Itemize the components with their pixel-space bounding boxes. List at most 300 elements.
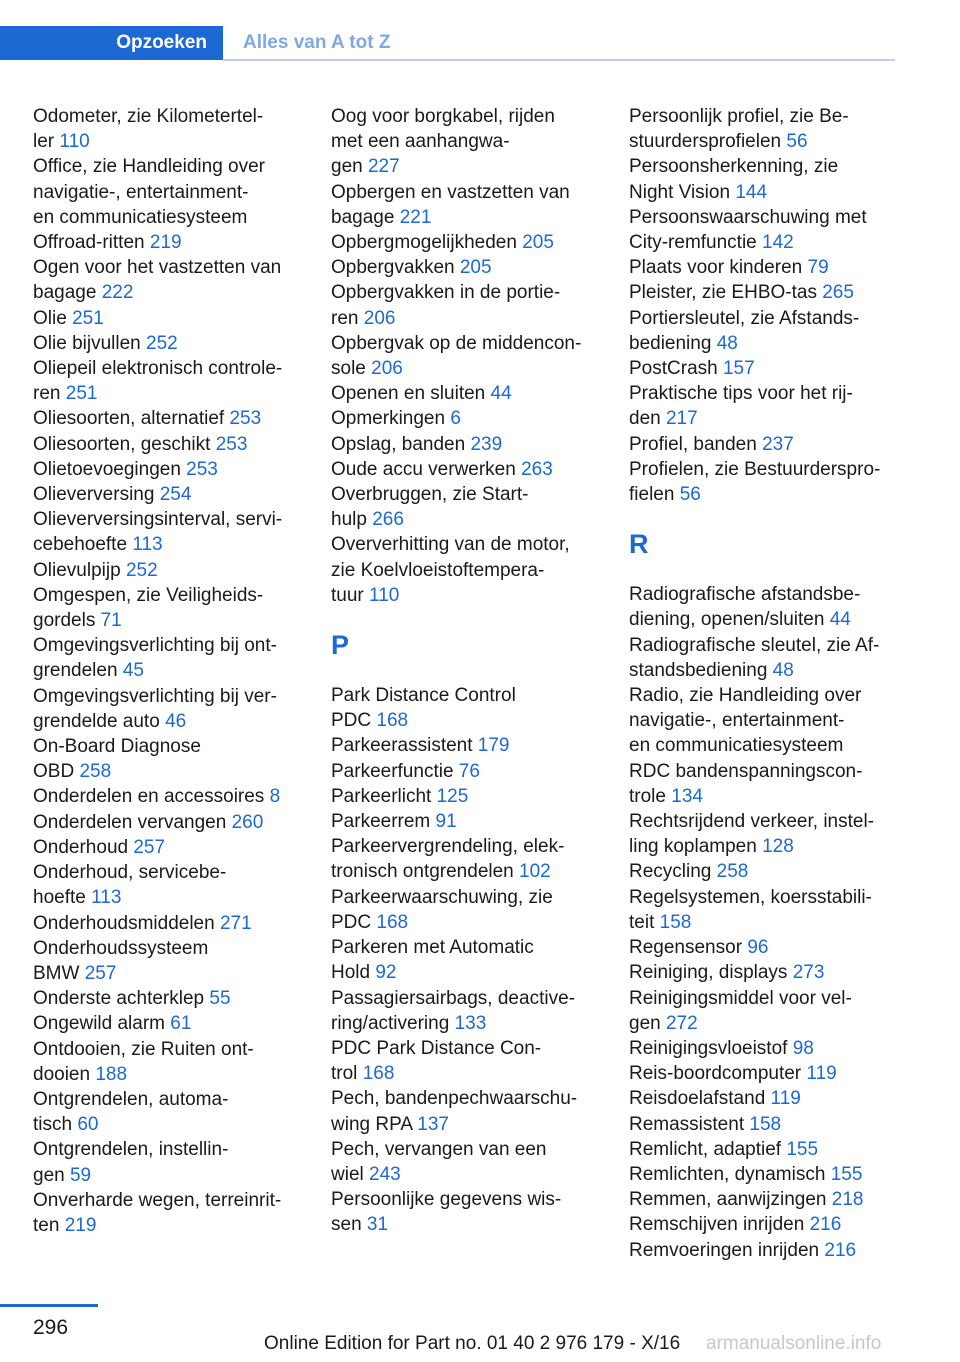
index-term: ler [33,131,55,153]
index-term: Parkeerwaarschuwing, zie [331,886,553,908]
page-link[interactable]: 266 [372,509,404,531]
index-entry-line [629,154,909,179]
page-link[interactable]: 144 [735,181,768,203]
index-term: Oude accu verwerken [331,458,516,480]
index-entry-line [629,180,909,205]
page-link[interactable]: 110 [369,584,400,606]
page-link[interactable]: 205 [522,232,554,254]
index-entry-line [33,936,313,961]
page-link[interactable]: 253 [215,433,248,455]
page-link[interactable]: 45 [122,660,144,682]
index-entry-line [33,381,313,406]
index-term: Pech, bandenpechwaarschu- [331,1088,578,1110]
index-entry-line [331,1162,611,1187]
index-entry-line [33,280,313,305]
page-link[interactable]: 265 [822,282,854,304]
page-link[interactable]: 237 [762,433,794,455]
page-link[interactable]: 102 [519,861,551,883]
index-term: Persoonlijke gegevens wis- [331,1189,562,1211]
page-link[interactable]: 137 [417,1113,449,1135]
index-term: Olieverversing [33,484,155,506]
page-link[interactable]: 257 [133,836,166,858]
tab-opzoeken[interactable]: Opzoeken [0,26,223,60]
page-link[interactable]: 158 [749,1113,782,1135]
page-link[interactable]: 44 [829,609,851,631]
page-link[interactable]: 243 [369,1163,401,1185]
index-entry-line [629,784,909,809]
page-link[interactable]: 142 [762,232,794,254]
page-link[interactable]: 134 [671,785,703,807]
page-link[interactable]: 216 [824,1239,857,1261]
index-term: gen [33,1164,65,1186]
index-term: City-remfunctie [629,232,757,254]
page-link[interactable]: 206 [371,358,403,380]
index-term: Oog voor borgkabel, rijden [331,106,555,127]
index-entry-line [331,1036,611,1061]
tab-alles-van-a-tot-z[interactable]: Alles van A tot Z [243,32,391,53]
index-term: Onverharde wegen, terreinrit- [33,1189,282,1211]
index-entry-line [33,911,313,936]
index-entry-line [629,255,909,280]
index-entry-line [331,255,611,280]
page-link[interactable]: 125 [436,785,469,807]
index-term: Portiersleutel, zie Afstands- [629,307,860,329]
edition-note: Online Edition for Part no. 01 40 2 976 179 - X/16 [264,1333,681,1354]
index-term: Regensensor [629,937,743,959]
index-entry-line [629,1011,909,1036]
index-entry-line [33,255,313,280]
index-entry-line [331,356,611,381]
index-term: Opbergen en vastzetten van [331,181,570,203]
index-term: Plaats voor kinderen [629,257,803,279]
page-link[interactable]: 48 [772,659,794,681]
index-term: Olietoevoegingen [33,458,181,480]
index-term: en communicatiesysteem [33,206,248,228]
index-term: Oliesoorten, geschikt [33,433,211,455]
page-link[interactable]: 92 [375,962,397,984]
page-link[interactable]: 31 [366,1214,389,1236]
index-entry-line [629,960,909,985]
index-term: Openen en sluiten [331,383,486,405]
index-term: Reinigingsvloeistof [629,1037,788,1059]
page-link[interactable]: 252 [125,559,158,581]
page-link[interactable]: 119 [770,1088,801,1110]
index-entry-line [331,859,611,884]
index-entry-line [33,432,313,457]
page-link[interactable]: 260 [231,811,264,833]
index-entry-line [331,532,611,557]
index-entry-line [629,457,909,482]
index-term: teit [629,911,655,933]
page-link[interactable]: 56 [786,131,808,153]
page-link[interactable]: 251 [65,383,98,405]
index-entry-line [331,406,611,431]
page-link[interactable]: 219 [64,1214,97,1236]
index-column-2 [331,104,611,1238]
page-link[interactable]: 55 [209,988,231,1010]
index-term: PostCrash [629,358,718,380]
page-link[interactable]: 188 [95,1063,128,1085]
index-entry-line [629,1036,909,1061]
index-entry-line [629,129,909,154]
page-link[interactable]: 219 [149,232,182,254]
index-entry-line [629,1187,909,1212]
index-term: Praktische tips voor het rij- [629,383,853,405]
index-entry-line [331,280,611,305]
index-term: bagage [331,206,395,228]
page-link[interactable]: 257 [84,962,117,984]
page-link[interactable]: 253 [229,408,262,430]
index-entry-line [629,1162,909,1187]
index-term: Oliepeil elektronisch controle- [33,358,283,380]
page-link[interactable]: 8 [269,786,281,808]
index-entry-line [33,532,313,557]
index-entry-line [331,1011,611,1036]
index-entry-line [629,733,909,758]
index-entry-line [33,633,313,658]
index-entry-line [331,1137,611,1162]
index-entry-line [331,482,611,507]
index-term: Remschijven inrijden [629,1214,805,1236]
index-entry-line [629,406,909,431]
index-entry-line [331,381,611,406]
index-entry-line [331,205,611,230]
index-term: sen [331,1214,362,1236]
page-link[interactable]: 79 [807,257,829,279]
index-entry-line [33,608,313,633]
index-term: den [629,408,661,430]
index-entry-line [33,860,313,885]
index-term: Remlicht, adaptief [629,1138,782,1160]
page-link[interactable]: 168 [376,911,409,933]
index-term: Reis-boordcomputer [629,1063,802,1085]
index-entry-line [33,558,313,583]
index-entry-line [331,507,611,532]
index-entry-line [33,457,313,482]
index-entry-line [629,104,909,129]
index-term: Reinigingsmiddel voor vel- [629,987,852,1009]
page-link[interactable]: 113 [132,534,163,556]
page-link[interactable]: 91 [435,811,457,833]
index-term: Pech, vervangen van een [331,1138,547,1160]
index-entry-line [33,507,313,532]
index-entry-line [629,910,909,935]
index-entry-line [331,306,611,331]
index-term: Radiografische sleutel, zie Af- [629,634,880,656]
page-link[interactable]: 155 [830,1163,863,1185]
index-entry-line [33,306,313,331]
index-term: gen [629,1012,661,1034]
index-term: Remmen, aanwijzingen [629,1189,827,1211]
index-term: Odometer, zie Kilometertel- [33,106,264,127]
index-entry-line [629,1238,909,1263]
index-term: ring/activering [331,1012,450,1034]
page-link[interactable]: 60 [77,1114,99,1136]
index-term: Remassistent [629,1113,745,1135]
index-entry-line [629,331,909,356]
index-term: Overbruggen, zie Start- [331,484,529,506]
index-entry-line [33,406,313,431]
index-entry-line [33,1011,313,1036]
page-link[interactable]: 258 [79,761,112,783]
index-term: gen [331,156,363,178]
watermark: armanualsonline.info [706,1333,882,1354]
index-term: Opbergvak op de middencon- [331,332,582,354]
index-term: Reisdoelafstand [629,1088,766,1110]
index-entry-line [331,558,611,583]
header-divider [223,59,895,61]
page-link[interactable]: 221 [399,206,432,228]
index-entry-line [33,885,313,910]
page-link[interactable]: 254 [159,484,192,506]
index-term: Reiniging, displays [629,962,788,984]
index-term: ren [33,383,61,405]
page-link[interactable]: 258 [716,861,749,883]
page-link[interactable]: 128 [762,836,794,858]
index-entry-line [629,230,909,255]
index-term: fielen [629,484,675,506]
page-link[interactable]: 59 [69,1164,92,1186]
index-entry-line [331,935,611,960]
index-term: Parkeervergrendeling, elek- [331,836,565,858]
index-term: tronisch ontgrendelen [331,861,514,883]
index-entry-line [33,1112,313,1137]
index-term: OBD [33,761,75,783]
index-entry-line [331,583,611,608]
page-link[interactable]: 133 [454,1012,487,1034]
index-entry-line [33,129,313,154]
index-term: Ogen voor het vastzetten van [33,257,282,279]
index-entry-line [33,684,313,709]
index-term: Radio, zie Handleiding over [629,685,862,707]
page-link[interactable]: 46 [165,710,187,732]
index-term: Park Distance Control [331,685,516,707]
index-entry-line [331,1212,611,1237]
index-entry-line [33,1037,313,1062]
page-link[interactable]: 217 [665,408,698,430]
index-entry-line [629,708,909,733]
index-term: Hold [331,962,371,984]
index-term: Remlichten, dynamisch [629,1163,826,1185]
index-entry-line [331,809,611,834]
page-link[interactable]: 48 [716,332,738,354]
page-link[interactable]: 157 [722,358,755,380]
index-term: stuurdersprofielen [629,131,782,153]
index-term: Olievulpijp [33,559,121,581]
page-link[interactable]: 98 [792,1037,814,1059]
page-link[interactable]: 263 [521,458,553,480]
page-link[interactable]: 6 [450,408,461,430]
index-term: Parkeren met Automatic [331,937,534,959]
page-link[interactable]: 227 [367,156,400,178]
index-entry-line [331,230,611,255]
footer-rule [0,1304,98,1307]
index-term: hulp [331,509,367,531]
index-entry-line [33,230,313,255]
index-term: ling koplampen [629,836,757,858]
index-entry-line [33,784,313,809]
page-link[interactable]: 119 [806,1063,837,1085]
index-entry-line [629,582,909,607]
index-entry-line [331,960,611,985]
index-term: Parkeerrem [331,811,431,833]
index-term: Ontgrendelen, instellin- [33,1139,229,1161]
index-term: Onderhoudsmiddelen [33,912,215,934]
index-term: navigatie-, entertainment- [629,710,845,732]
page-link[interactable]: 205 [459,257,492,279]
index-term: Night Vision [629,181,731,203]
index-term: Persoonsherkenning, zie [629,156,839,178]
page-link[interactable]: 179 [477,735,510,757]
index-term: Offroad-ritten [33,232,145,254]
page-link[interactable]: 56 [679,484,701,506]
page-link[interactable]: 222 [101,282,134,304]
index-column-1 [33,104,313,1238]
index-entry-line [629,633,909,658]
index-entry-line [331,986,611,1011]
index-term: wiel [331,1163,364,1185]
index-term: Persoonswaarschuwing met [629,206,867,228]
index-term: Ontdooien, zie Ruiten ont- [33,1038,254,1060]
index-term: grendelen [33,660,118,682]
index-term: Profielen, zie Bestuurderspro- [629,458,881,480]
index-term: tuur [331,584,364,606]
index-entry-line [33,583,313,608]
index-entry-line [331,154,611,179]
page-link[interactable]: 272 [665,1012,698,1034]
index-entry-line [629,658,909,683]
page-link[interactable]: 61 [170,1013,192,1035]
index-term: diening, openen/sluiten [629,609,825,631]
index-term: Omgevingsverlichting bij ont- [33,635,277,657]
page-link[interactable]: 273 [792,962,825,984]
index-term: trol [331,1063,358,1085]
index-entry-line [629,935,909,960]
index-term: ren [331,307,359,329]
index-entry-line [629,1061,909,1086]
index-entry-line [33,104,313,129]
index-entry-line [33,154,313,179]
index-term: Opmerkingen [331,408,446,430]
index-entry-line [331,759,611,784]
page-link[interactable]: 239 [470,433,503,455]
index-entry-line [33,835,313,860]
index-entry-line [331,104,611,129]
index-entry-line [331,885,611,910]
index-term: PDC [331,911,372,933]
index-term: Regelsystemen, koersstabili- [629,886,872,908]
page-link[interactable]: 113 [91,887,122,909]
index-entry-line [331,708,611,733]
index-entry-line [629,759,909,784]
index-entry-line [33,1062,313,1087]
index-term: Omgevingsverlichting bij ver- [33,685,277,707]
index-entry-line [33,810,313,835]
index-entry-line [33,1188,313,1213]
index-term: Recycling [629,861,712,883]
index-term: Ongewild alarm [33,1013,165,1035]
index-entry-line [33,205,313,230]
index-entry-line [629,1137,909,1162]
page-number: 296 [33,1316,69,1339]
index-entry-line [629,381,909,406]
index-entry-line [33,1213,313,1238]
index-term: met een aanhangwa- [331,131,510,153]
page-link[interactable]: 44 [490,383,512,405]
page-link[interactable]: 271 [219,912,252,934]
page-link[interactable]: 96 [747,937,769,959]
page-link[interactable]: 216 [809,1214,842,1236]
index-entry-line [331,1187,611,1212]
page-link[interactable]: 218 [831,1189,864,1211]
index-entry-line [33,1163,313,1188]
index-term: Passagiersairbags, deactive- [331,987,575,1009]
index-term: Pleister, zie EHBO-tas [629,282,817,304]
index-entry-line [629,205,909,230]
index-term: Oververhitting van de motor, [331,534,570,556]
index-entry-line [629,683,909,708]
index-entry-line [629,1112,909,1137]
page-link[interactable]: 155 [786,1138,819,1160]
index-entry-line [331,432,611,457]
index-term: BMW [33,962,80,984]
index-term: en communicatiesysteem [629,735,844,757]
index-term: PDC Park Distance Con- [331,1037,542,1059]
index-term: grendelde auto [33,710,160,732]
index-term: Onderste achterklep [33,988,205,1010]
index-term: Olieverversingsinterval, servi- [33,509,283,531]
index-term: Parkeerfunctie [331,760,454,782]
index-term: Parkeerassistent [331,735,473,757]
index-term: Office, zie Handleiding over [33,156,265,178]
page-link[interactable]: 168 [362,1063,395,1085]
index-term: tisch [33,1114,73,1136]
index-entry-line [331,784,611,809]
page-link[interactable]: 71 [100,610,122,632]
header-tabbar [0,0,895,62]
page-link[interactable]: 252 [146,332,178,354]
page-link[interactable]: 253 [186,458,218,480]
index-term: Omgespen, zie Veiligheids- [33,584,264,606]
page-link[interactable]: 168 [376,710,409,732]
page-link[interactable]: 158 [659,911,692,933]
page-link[interactable]: 251 [72,307,104,329]
index-entry-line [331,910,611,935]
index-entry-line [33,1137,313,1162]
index-term: Ontgrendelen, automa- [33,1088,229,1110]
page-link[interactable]: 206 [363,307,396,329]
index-entry-line [629,607,909,632]
page-link[interactable]: 76 [458,760,480,782]
index-term: PDC [331,710,372,732]
index-entry-line [629,1212,909,1237]
index-term: dooien [33,1063,91,1085]
index-column-3 [629,104,909,1263]
index-entry-line [331,1061,611,1086]
index-term: Persoonlijk profiel, zie Be- [629,106,849,127]
index-entry-line [629,834,909,859]
index-term: Onderhoud, servicebe- [33,862,227,884]
index-term: Profiel, banden [629,433,757,455]
index-term: Onderdelen en accessoires [33,786,265,808]
index-entry-line [331,129,611,154]
index-term: zie Koelvloeistoftempera- [331,559,545,581]
index-entry-line [331,180,611,205]
index-entry-line [331,834,611,859]
index-term: Olie bijvullen [33,332,141,354]
index-term: ten [33,1214,60,1236]
page-link[interactable]: 110 [59,131,90,153]
